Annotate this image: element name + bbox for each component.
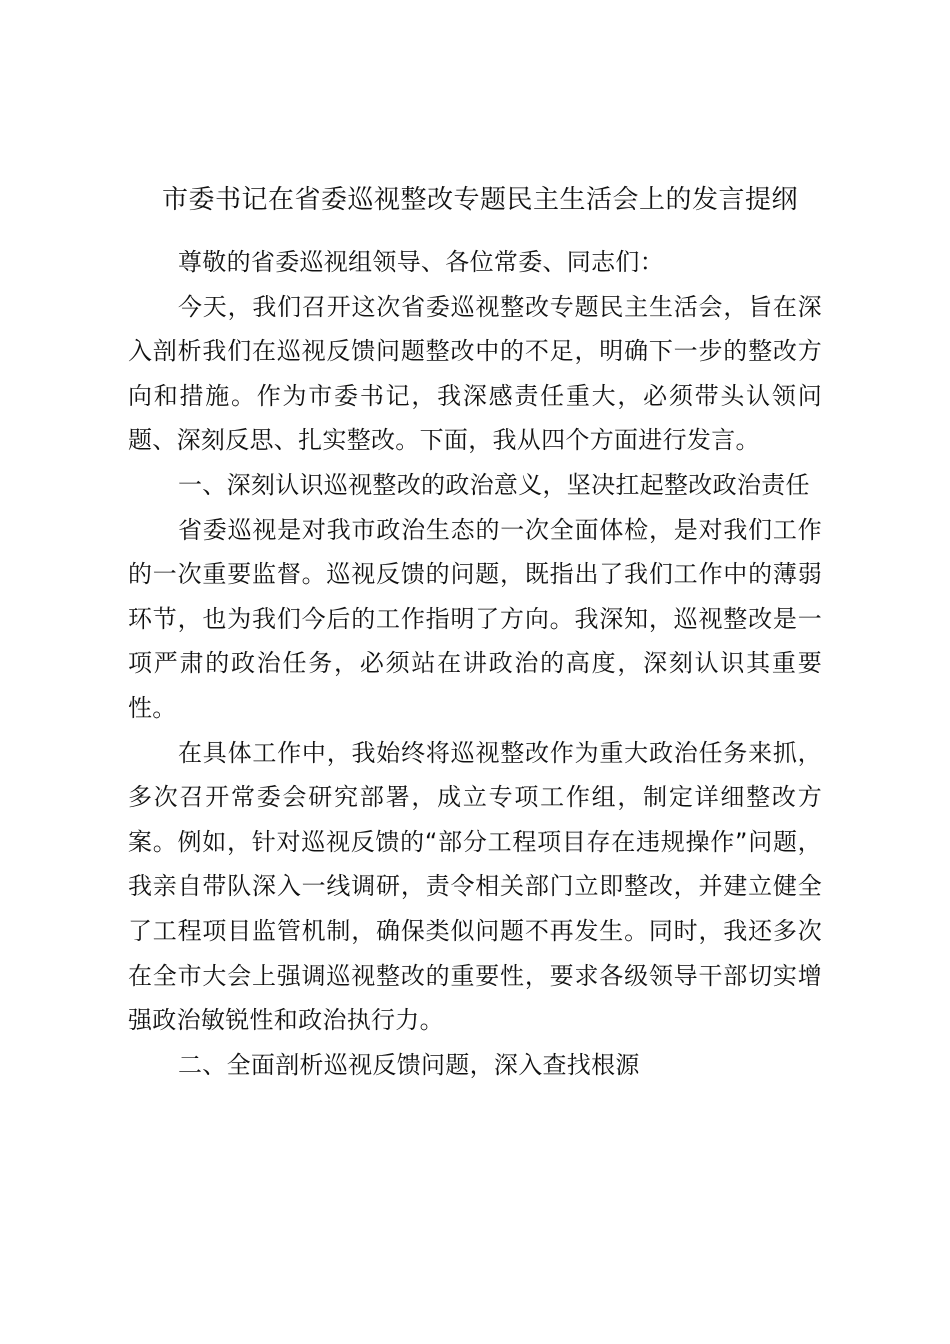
section-heading-2: 二、全面剖析巡视反馈问题，深入查找根源 [178, 1050, 640, 1079]
intro-paragraph: 今天，我们召开这次省委巡视整改专题民主生活会，旨在深入剖析我们在巡视反馈问题整改中的不足，明确下一步的整改方向和措施。作为市委书记，我深感责任重大，必须带头认领问题、深刻反思、扎实整改。下面，我从四个方面进行发言。 [128, 292, 822, 455]
document-body [128, 240, 822, 1087]
document-title: 市委书记在省委巡视整改专题民主生活会上的发言提纲 [161, 185, 798, 215]
section-heading-1: 一、深刻认识巡视整改的政治意义，坚决扛起整改政治责任 [178, 470, 810, 499]
body-paragraph: 省委巡视是对我市政治生态的一次全面体检，是对我们工作的一次重要监督。巡视反馈的问题，既指出了我们工作中的薄弱环节，也为我们今后的工作指明了方向。我深知，巡视整改是一项严肃的政治任务，必须站在讲政治的高度，深刻认识其重要性。 [128, 515, 822, 722]
body-paragraph: 在具体工作中，我始终将巡视整改作为重大政治任务来抓，多次召开常委会研究部署，成立专项工作组，制定详细整改方案。例如，针对巡视反馈的“部分工程项目存在违规操作”问题，我亲自带队深入一线调研，责令相关部门立即整改，并建立健全了工程项目监管机制，确保类似问题不再发生。同时，我还多次在全市大会上强调巡视整改的重要性，要求各级领导干部切实增强政治敏锐性和政治执行力。 [128, 738, 822, 1035]
salutation-paragraph: 尊敬的省委巡视组领导、各位常委、同志们： [178, 248, 664, 276]
